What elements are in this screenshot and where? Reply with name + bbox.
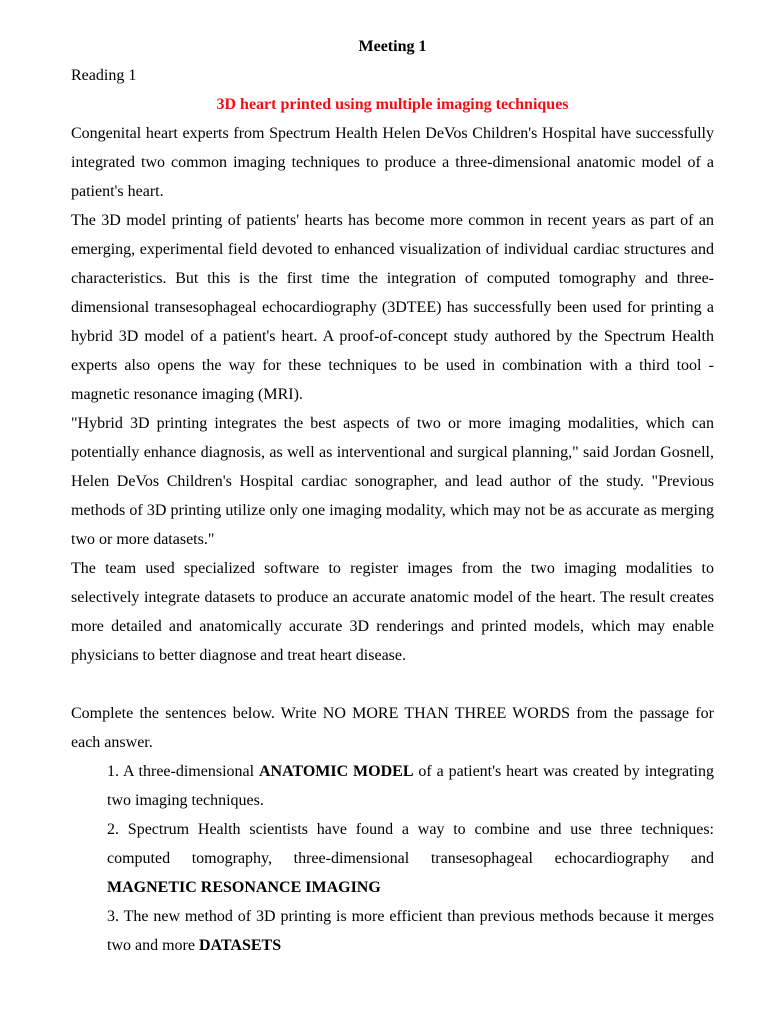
article-paragraph: "Hybrid 3D printing integrates the best aspects of two or more imaging modalities, which can potentially enhance diagnosis, as well as interventional and surgical planning," said Jordan Gosnell, Helen DeVos Children's Hospital cardiac sonographer, and lead author of the study. "Previous methods of 3D printing utilize only one imaging modality, which may not be as accurate as merging two or more datasets." bbox=[71, 415, 714, 548]
exercise-instruction: Complete the sentences below. Write NO MORE THAN THREE WORDS from the passage for each answer. bbox=[71, 705, 714, 751]
question-list bbox=[71, 757, 714, 960]
question-text: 1. A three-dimensional bbox=[107, 763, 259, 780]
blank-line bbox=[71, 670, 714, 699]
question-answer: ANATOMIC MODEL bbox=[258, 763, 414, 780]
question-text: 2. Spectrum Health scientists have found a way to combine and use three techniques: computed tomography, three-dimensional transesophageal echocardiography and bbox=[107, 821, 714, 867]
article-title: 3D heart printed using multiple imaging techniques bbox=[216, 96, 569, 113]
reading-label: Reading 1 bbox=[71, 67, 137, 84]
question-text: of a patient's heart was created by integrating two imaging techniques. bbox=[107, 763, 715, 809]
question-answer: DATASETS bbox=[198, 937, 282, 954]
article-paragraph: The 3D model printing of patients' hearts has become more common in recent years as part of an emerging, experimental field devoted to enhanced visualization of individual cardiac structures and characteristics. But this is the first time the integration of computed tomography and three-dimensional transesophageal echocardiography (3DTEE) has successfully been used for printing a hybrid 3D model of a patient's heart. A proof-of-concept study authored by the Spectrum Health experts also opens the way for these techniques to be used in combination with a third tool - magnetic resonance imaging (MRI). bbox=[71, 212, 714, 403]
meeting-heading: Meeting 1 bbox=[358, 38, 427, 55]
question-answer: MAGNETIC RESONANCE IMAGING bbox=[107, 879, 381, 896]
article-paragraph: The team used specialized software to register images from the two imaging modalities to selectively integrate datasets to produce an accurate anatomic model of the heart. The result creates more detailed and anatomically accurate 3D renderings and printed models, which may enable physicians to better diagnose and treat heart disease. bbox=[71, 560, 714, 664]
question-text: 3. The new method of 3D printing is more efficient than previous methods because it merges two and more bbox=[107, 908, 714, 954]
question-item bbox=[107, 902, 714, 960]
question-item bbox=[107, 757, 714, 815]
article-paragraph: Congenital heart experts from Spectrum Health Helen DeVos Children's Hospital have successfully integrated two common imaging techniques to produce a three-dimensional anatomic model of a patient's heart. bbox=[71, 125, 714, 200]
question-item bbox=[107, 815, 714, 902]
